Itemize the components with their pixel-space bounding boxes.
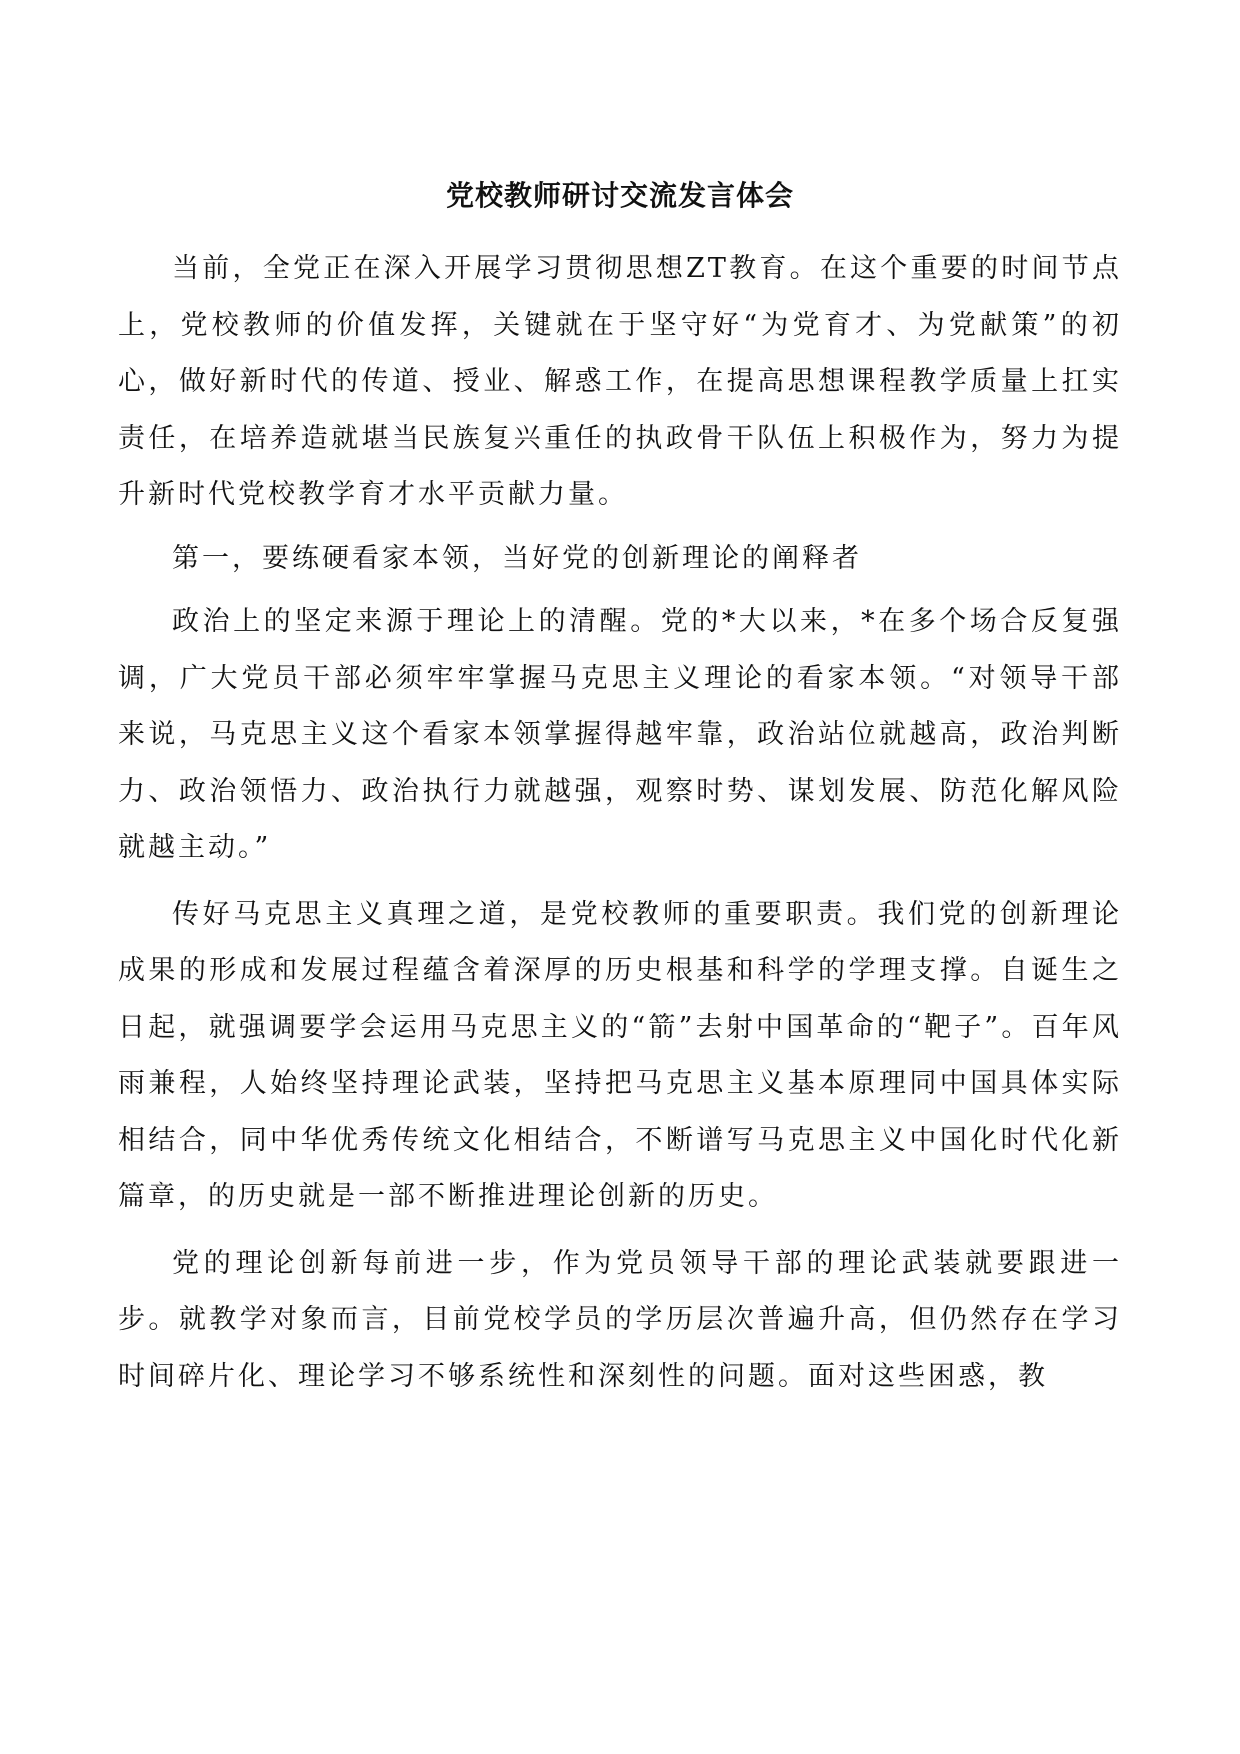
section-heading-1: 第一，要练硬看家本领，当好党的创新理论的阐释者 [172,542,862,574]
paragraph-theory-innovation: 党的理论创新每前进一步，作为党员领导干部的理论武装就要跟进一步。就教学对象而言，目前党校学员的学历层次普遍升高，但仍然存在学习时间碎片化、理论学习不够系统性和深刻性的问题。面对这些困惑，教 [118,1247,1122,1392]
document-body [118,241,1122,1405]
paragraph-political-firmness: 政治上的坚定来源于理论上的清醒。党的*大以来，*在多个场合反复强调，广大党员干部必须牢牢掌握马克思主义理论的看家本领。“对领导干部来说，马克思主义这个看家本领掌握得越牢靠，政治站位就越高，政治判断力、政治领悟力、政治执行力就越强，观察时势、谋划发展、防范化解风险就越主动。” [118,606,1122,863]
document-title: 党校教师研讨交流发言体会 [445,179,794,212]
paragraph-intro: 当前，全党正在深入开展学习贯彻思想ZT教育。在这个重要的时间节点上，党校教师的价值发挥，关键就在于坚守好“为党育才、为党献策”的初心，做好新时代的传道、授业、解惑工作，在提高思想课程教学质量上扛实责任，在培养造就堪当民族复兴重任的执政骨干队伍上积极作为，努力为提升新时代党校教学育才水平贡献力量。 [118,253,1122,510]
paragraph-marxism-truth: 传好马克思主义真理之道，是党校教师的重要职责。我们党的创新理论成果的形成和发展过程蕴含着深厚的历史根基和科学的学理支撑。自诞生之日起，就强调要学会运用马克思主义的“箭”去射中国革命的“靶子”。百年风雨兼程，人始终坚持理论武装，坚持把马克思主义基本原理同中国具体实际相结合，同中华优秀传统文化相结合，不断谱写马克思主义中国化时代化新篇章，的历史就是一部不断推进理论创新的历史。 [118,898,1122,1212]
